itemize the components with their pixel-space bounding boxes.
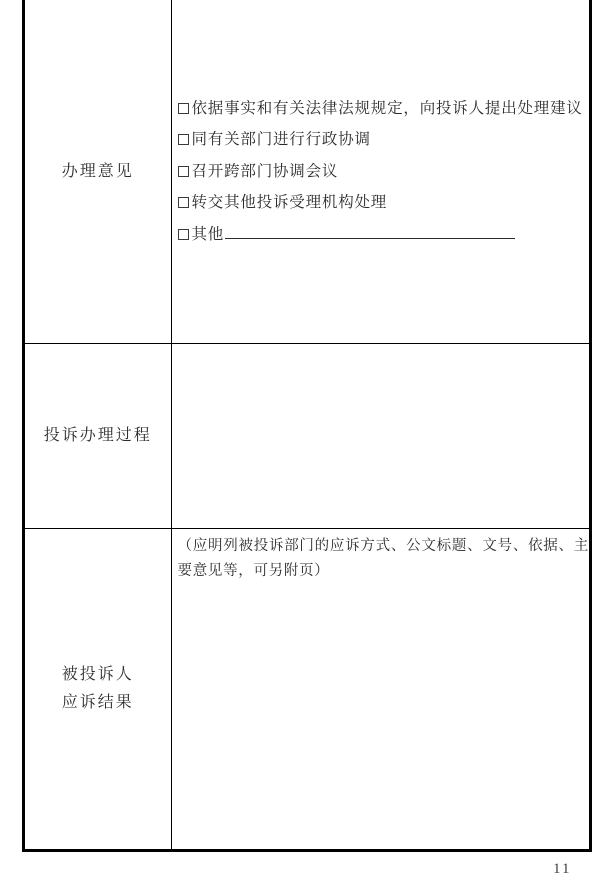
table-row-respondent-result — [25, 528, 589, 849]
option-label: 其他 — [191, 225, 225, 243]
row-label-line: 应诉结果 — [61, 694, 134, 711]
row-label: 投诉办理过程 — [43, 427, 152, 444]
option-label: 转交其他投诉受理机构处理 — [191, 194, 388, 212]
checkbox-icon — [178, 103, 189, 114]
table-row-handling-process — [25, 343, 589, 528]
page-number: 11 — [553, 861, 572, 877]
complaint-form-table — [22, 0, 592, 852]
checkbox-icon — [178, 134, 189, 145]
option-row — [178, 187, 590, 219]
option-row — [178, 93, 590, 125]
option-list — [172, 0, 590, 343]
table-row-handling-opinion — [25, 0, 589, 343]
option-label: 依据事实和有关法律法规规定，向投诉人提出处理建议 — [191, 99, 583, 117]
option-label: 召开跨部门协调会议 — [191, 162, 339, 180]
instruction-note: （应明列被投诉部门的应诉方式、公文标题、文号、依据、主要意见等，可另附页） — [177, 538, 589, 579]
option-row — [178, 124, 590, 156]
option-row-other — [178, 219, 590, 251]
option-row — [178, 156, 590, 188]
checkbox-icon — [178, 197, 189, 208]
row-content-cell — [172, 0, 590, 343]
row-label-cell — [25, 344, 172, 528]
checkbox-icon — [178, 166, 189, 177]
row-label-cell — [25, 529, 172, 849]
row-label — [62, 661, 134, 717]
row-content-cell-empty — [172, 344, 590, 528]
row-label-line: 被投诉人 — [61, 666, 134, 683]
row-label: 办理意见 — [61, 162, 134, 180]
row-label-cell — [25, 0, 172, 343]
fill-in-blank — [225, 226, 515, 239]
option-label: 同有关部门进行行政协调 — [191, 131, 371, 149]
checkbox-icon — [178, 229, 189, 240]
row-content-cell — [172, 529, 590, 849]
